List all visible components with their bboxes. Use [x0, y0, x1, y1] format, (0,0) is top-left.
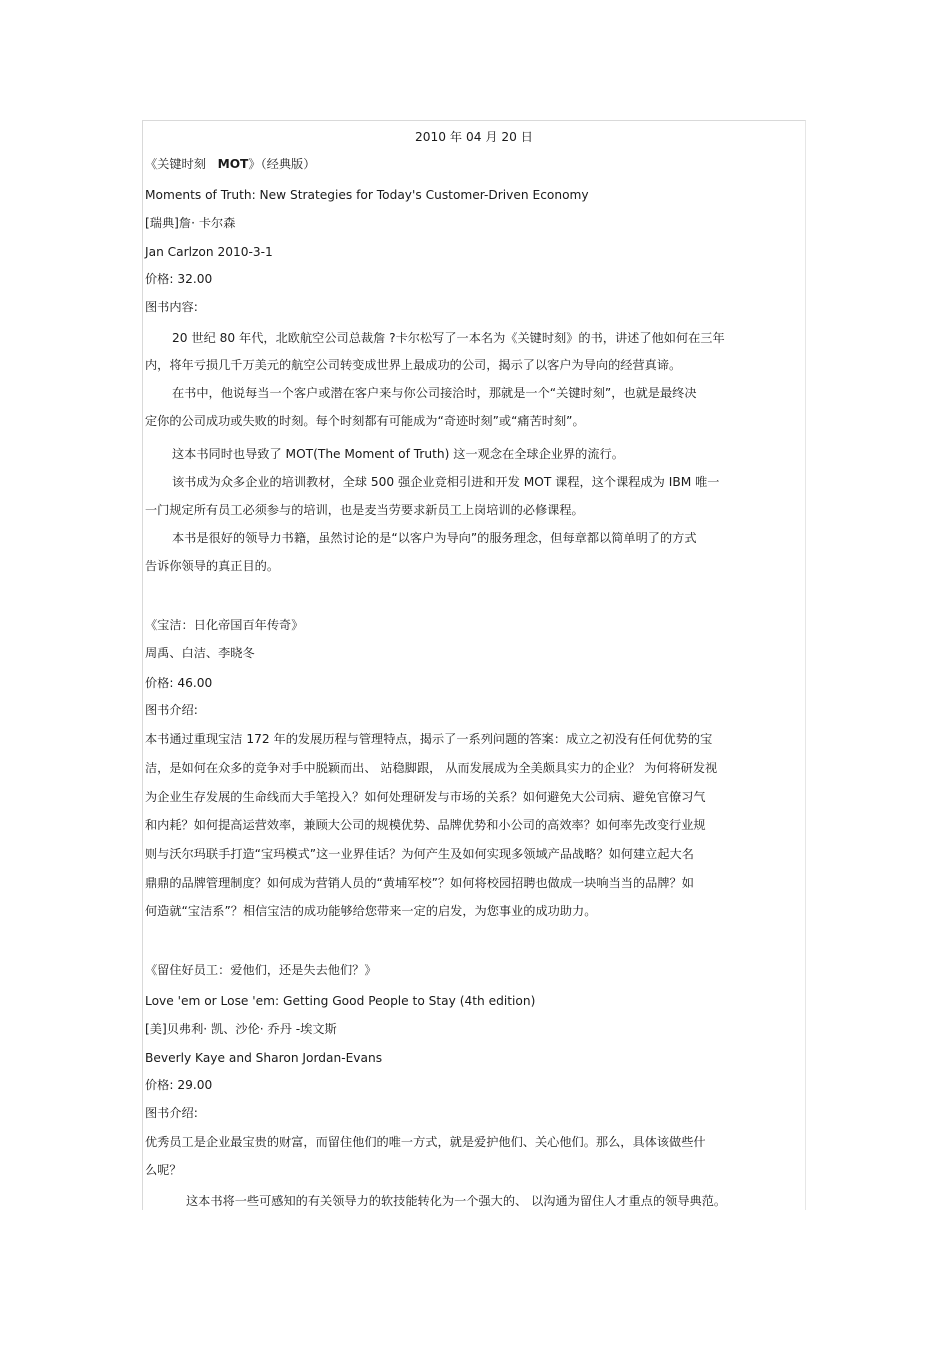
book1-line: 该书成为众多企业的培训教材，全球 500 强企业竞相引进和开发 MOT 课程，这个课程成为 IBM 唯一 [172, 475, 720, 489]
book1-line: 20 世纪 80 年代，北欧航空公司总裁詹 ?卡尔松写了一本名为《关键时刻》的书，讲述了他如何在三年 [172, 331, 725, 345]
document-date: 2010 年 04 月 20 日 [415, 130, 533, 144]
book1-line: 本书是很好的领导力书籍，虽然讨论的是“以客户为导向”的服务理念，但每章都以简单明了的方式 [172, 531, 697, 545]
book2-line: 洁，是如何在众多的竞争对手中脱颖而出、 站稳脚跟， 从而发展成为全美颇具实力的企业？ 为何将研发视 [145, 761, 718, 775]
book3-english-title: Love 'em or Lose 'em: Getting Good People to Stay (4th edition) [145, 994, 536, 1008]
book2-line: 本书通过重现宝洁 172 年的发展历程与管理特点，揭示了一系列问题的答案：成立之初没有任何优势的宝 [145, 732, 713, 746]
book1-author-cn: [瑞典]詹· 卡尔森 [145, 216, 236, 230]
book1-line: 在书中，他说每当一个客户或潜在客户来与你公司接洽时，那就是一个“关键时刻”，也就是最终决 [172, 386, 697, 400]
book1-line: 告诉你领导的真正目的。 [145, 559, 280, 573]
book2-line: 何造就“宝洁系”？相信宝洁的成功能够给您带来一定的启发，为您事业的成功助力。 [145, 904, 597, 918]
book1-title-bold: MOT [217, 157, 249, 171]
book1-english-title: Moments of Truth: New Strategies for Today's Customer-Driven Economy [145, 188, 589, 202]
book1-author-en: Jan Carlzon 2010-3-1 [145, 245, 273, 259]
book1-line: 内，将年亏损几千万美元的航空公司转变成世界上最成功的公司，揭示了以客户为导向的经营真谛。 [145, 358, 682, 372]
book2-section-label: 图书介绍: [145, 703, 198, 717]
book3-author-en: Beverly Kaye and Sharon Jordan-Evans [145, 1051, 383, 1065]
book1-title-pre: 《关键时刻 [145, 157, 206, 171]
book1-line: 这本书同时也导致了 MOT(The Moment of Truth) 这一观念在全球企业界的流行。 [172, 447, 624, 461]
book3-line: 这本书将一些可感知的有关领导力的软技能转化为一个强大的、 以沟通为留住人才重点的领导典范。 [186, 1194, 727, 1208]
book1-price: 价格: 32.00 [145, 272, 213, 286]
book3-line: 优秀员工是企业最宝贵的财富，而留住他们的唯一方式，就是爱护他们、关心他们。那么，具体该做些什 [145, 1135, 706, 1149]
book1-section-label: 图书内容: [145, 300, 198, 314]
book2-price: 价格: 46.00 [145, 676, 213, 690]
book3-line: 么呢？ [145, 1163, 182, 1177]
book1-line: 定你的公司成功或失败的时刻。每个时刻都有可能成为“奇迹时刻”或“痛苦时刻”。 [145, 414, 585, 428]
page-frame [142, 120, 806, 1210]
book3-author-cn: [美]贝弗利· 凯、沙伦· 乔丹 -埃文斯 [145, 1022, 337, 1036]
book3-section-label: 图书介绍: [145, 1106, 198, 1120]
book2-line: 则与沃尔玛联手打造“宝玛模式”这一业界佳话？为何产生及如何实现多领域产品战略？如何建立起大名 [145, 847, 694, 861]
book3-price: 价格: 29.00 [145, 1078, 213, 1092]
book2-line: 为企业生存发展的生命线而大手笔投入？如何处理研发与市场的关系？如何避免大公司病、避免官僚习气 [145, 790, 706, 804]
book2-line: 和内耗？如何提高运营效率，兼顾大公司的规模优势、品牌优势和小公司的高效率？如何率先改变行业规 [145, 818, 706, 832]
book2-authors: 周禹、白洁、李晓冬 [145, 646, 255, 660]
book1-line: 一门规定所有员工必须参与的培训，也是麦当劳要求新员工上岗培训的必修课程。 [145, 503, 584, 517]
book3-title: 《留住好员工：爱他们，还是失去他们？》 [145, 963, 377, 977]
book2-line: 鼎鼎的品牌管理制度？如何成为营销人员的“黄埔军校”？如何将校园招聘也做成一块响当当的品牌？如 [145, 876, 694, 890]
book1-title [145, 156, 315, 172]
book2-title: 《宝洁：日化帝国百年传奇》 [145, 618, 304, 632]
book1-title-post: 》（经典版） [248, 157, 316, 171]
